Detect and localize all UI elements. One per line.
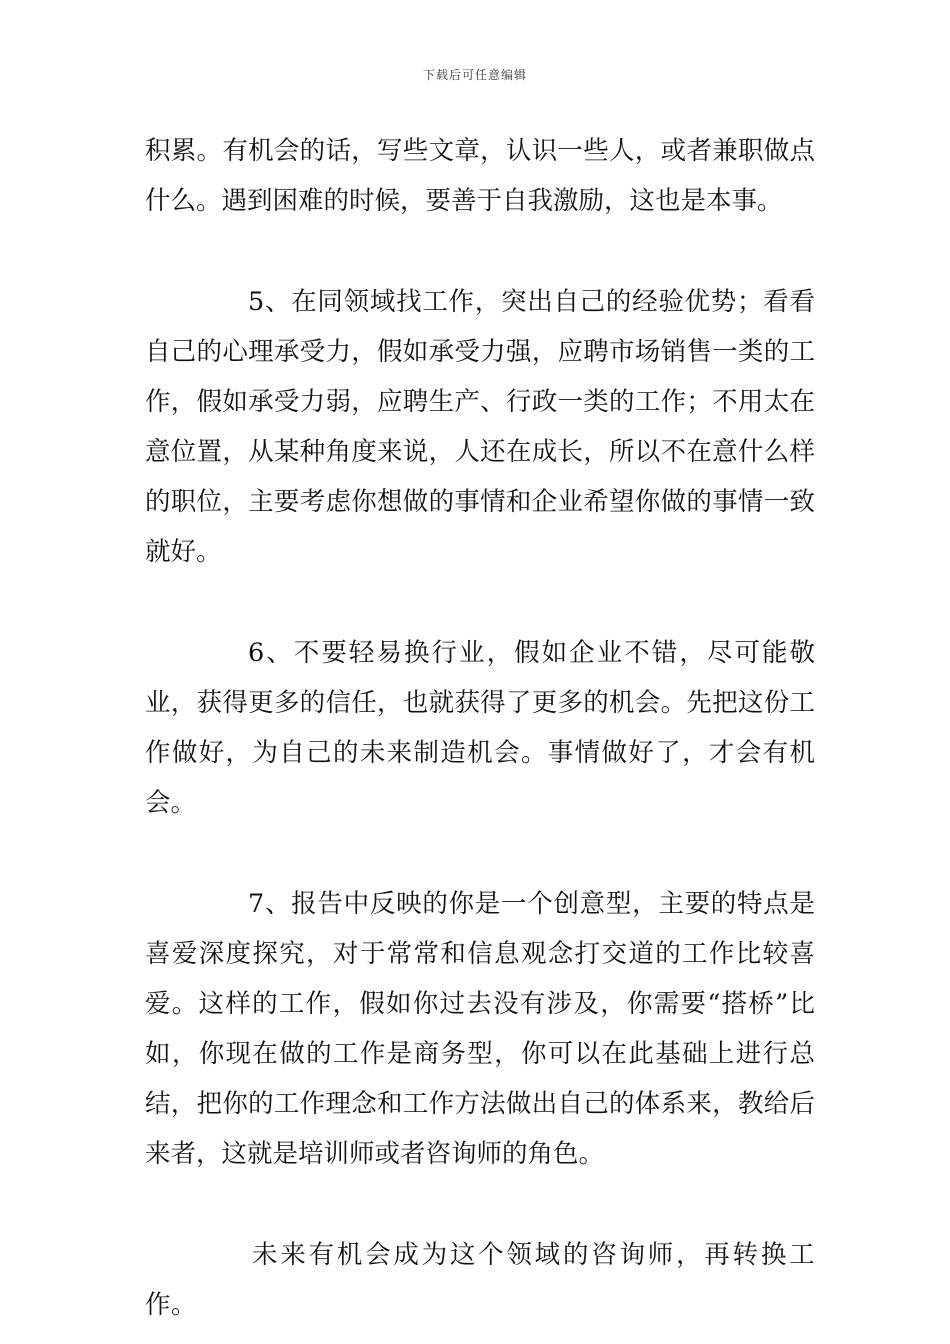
paragraph-item-5: 5、在同领域找工作，突出自己的经验优势；看看自己的心理承受力，假如承受力强，应聘市场销售一类的工作，假如承受力弱，应聘生产、行政一类的工作；不用太在意位置，从某种角度来说，人还在成长，所以不在意什么样的职位，主要考虑你想做的事情和企业希望你做的事情一致就好。 — [145, 287, 815, 567]
paragraph-item-7: 7、报告中反映的你是一个创意型，主要的特点是喜爱深度探究，对于常常和信息观念打交道的工作比较喜爱。这样的工作，假如你过去没有涉及，你需要“搭桥”比如，你现在做的工作是商务型，你可以在此基础上进行总结，把你的工作理念和工作方法做出自己的体系来，教给后来者，这就是培训师或者咨询师的角色。 — [145, 889, 815, 1169]
document-body — [145, 126, 815, 1330]
paragraph-closing: 未来有机会成为这个领域的咨询师，再转换工作。 — [145, 1240, 815, 1320]
paragraph-item-6: 6、不要轻易换行业，假如企业不错，尽可能敬业，获得更多的信任，也就获得了更多的机会。先把这份工作做好，为自己的未来制造机会。事情做好了，才会有机会。 — [145, 638, 815, 818]
paragraph-continuation: 积累。有机会的话，写些文章，认识一些人，或者兼职做点什么。遇到困难的时候，要善于自我激励，这也是本事。 — [145, 136, 815, 216]
page-header: 下载后可任意编辑 — [422, 68, 527, 82]
